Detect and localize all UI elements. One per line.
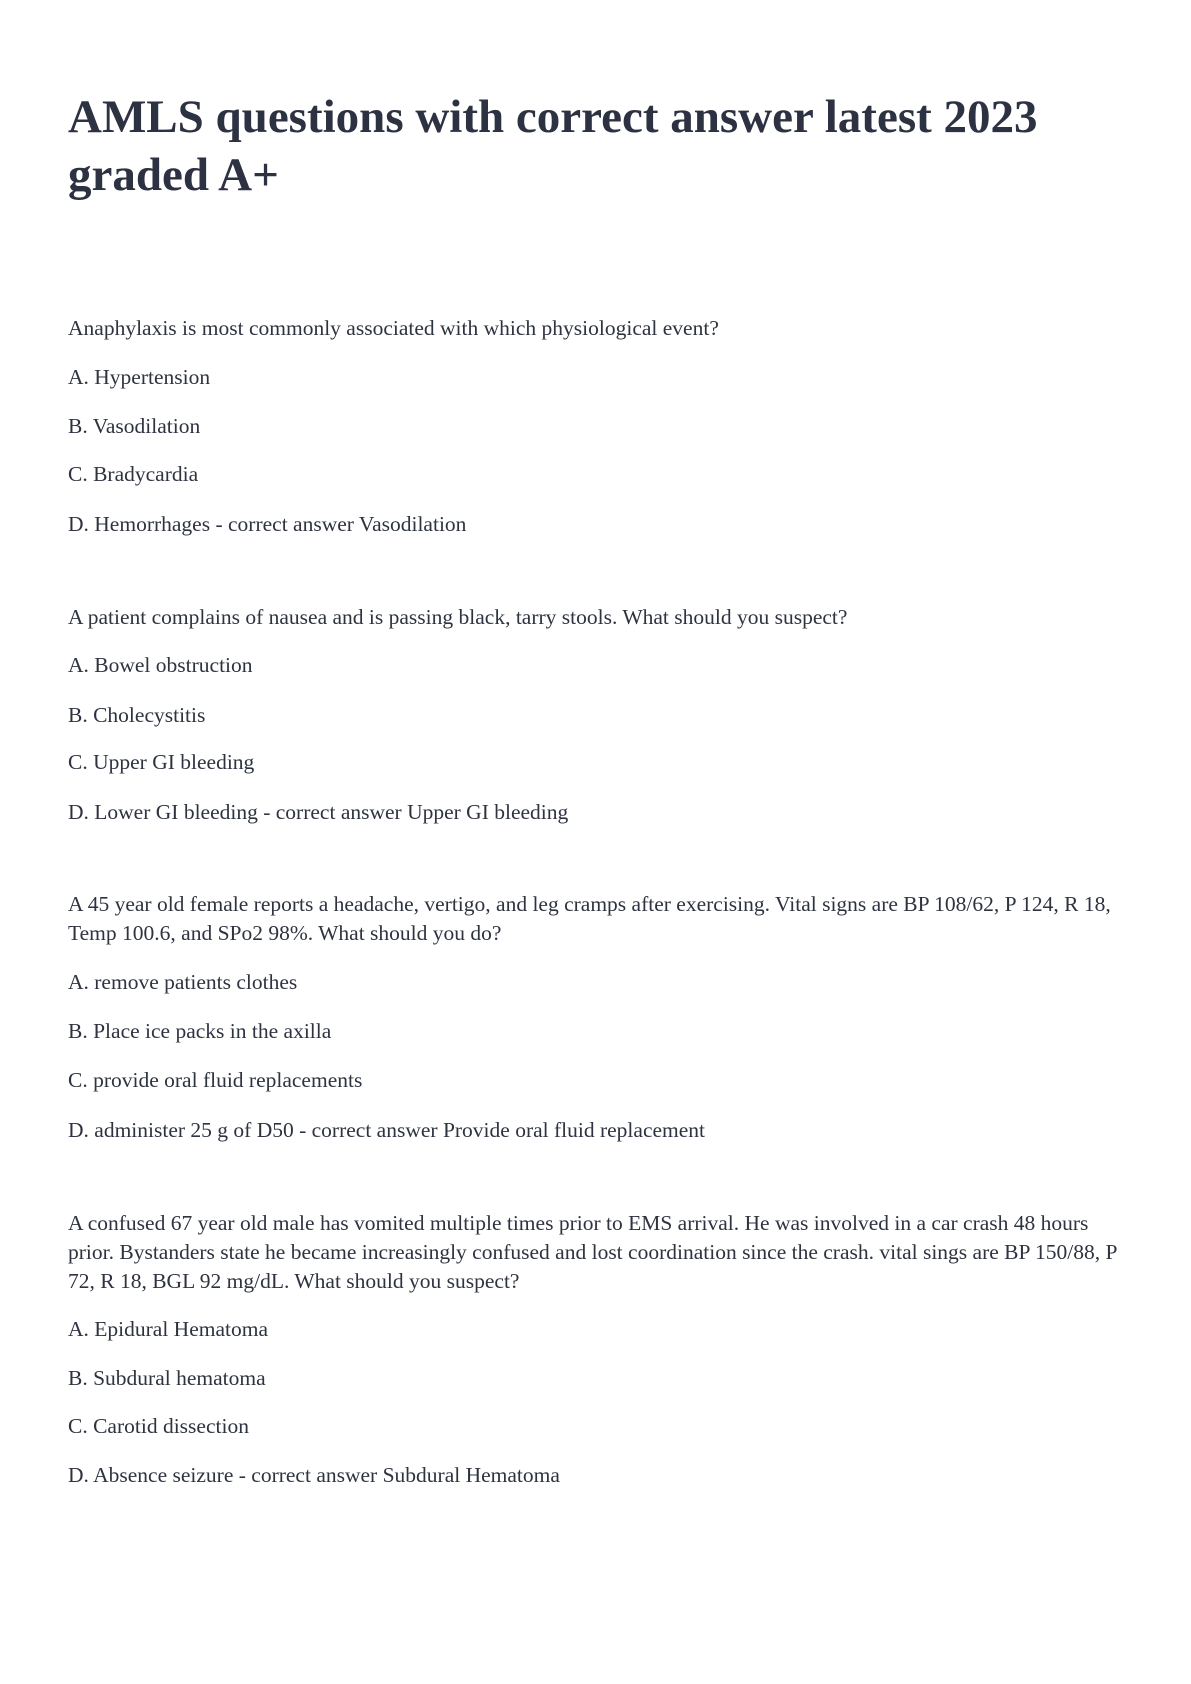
answer-option: A. Bowel obstruction [68,653,253,677]
answer-option: D. Hemorrhages - correct answer Vasodilation [68,512,467,536]
question-text: Anaphylaxis is most commonly associated with which physiological event? [68,316,719,340]
answer-option: A. Epidural Hematoma [68,1317,269,1341]
answer-option: B. Place ice packs in the axilla [68,1019,332,1043]
answer-option: C. Bradycardia [68,462,199,486]
answer-option: D. Absence seizure - correct answer Subdural Hematoma [68,1463,560,1487]
question-text: A confused 67 year old male has vomited multiple times prior to EMS arrival. He was involved in a car crash 48 hours prior. Bystanders state he became increasingly confused and lost coordination since the crash. vital sings are BP 150/88, P 72, R 18, BGL 92 mg/dL. What should you suspect? [68,1211,1117,1293]
answer-option: C. Upper GI bleeding [68,750,255,774]
answer-option: C. provide oral fluid replacements [68,1068,363,1092]
answer-option: A. Hypertension [68,365,211,389]
answer-option: B. Subdural hematoma [68,1366,266,1390]
answer-option: B. Cholecystitis [68,703,206,727]
answer-option: D. administer 25 g of D50 - correct answer Provide oral fluid replacement [68,1118,706,1142]
answer-option: A. remove patients clothes [68,970,298,994]
question-text: A 45 year old female reports a headache, vertigo, and leg cramps after exercising. Vital signs are BP 108/62, P 124, R 18, Temp 100.6, and SPo2 98%. What should you do? [68,892,1111,945]
document-title: AMLS questions with correct answer latest 2023 graded A+ [68,91,1038,201]
answer-option: C. Carotid dissection [68,1414,249,1438]
answer-option: B. Vasodilation [68,414,201,438]
question-text: A patient complains of nausea and is passing black, tarry stools. What should you suspect? [68,605,848,629]
answer-option: D. Lower GI bleeding - correct answer Upper GI bleeding [68,800,569,824]
